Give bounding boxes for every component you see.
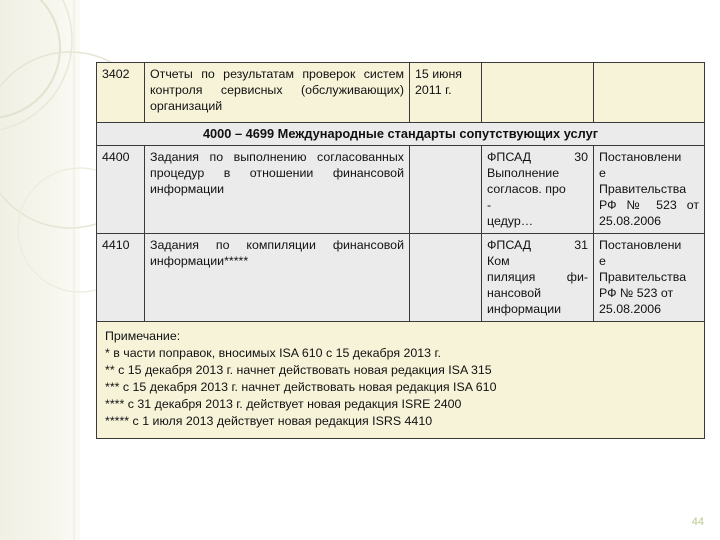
row-date <box>410 146 482 234</box>
doc-line: е <box>599 166 606 180</box>
standard-line: нансовой <box>487 286 542 300</box>
standard-line: пиляция фи- <box>487 270 588 284</box>
note-line: *** с 15 декабря 2013 г. начнет действовать новая редакция ISA 610 <box>105 380 497 394</box>
note-line: **** с 31 декабря 2013 г. действует новая редакция ISRE 2400 <box>105 397 462 411</box>
note-line: ***** с 1 июля 2013 действует новая редакция ISRS 4410 <box>105 414 433 428</box>
table-row <box>97 146 705 234</box>
decorative-side-band <box>0 0 80 540</box>
note-cell <box>97 322 705 439</box>
row-name: Задания по выполнению согласованных процедур в отношении финансовой информации <box>145 146 410 234</box>
doc-line: Постановлени <box>599 238 682 252</box>
page-number: 44 <box>691 516 704 528</box>
row-standard <box>482 63 594 123</box>
row-standard: ФПСАД 30 Выполнение согласов. про - цедур… <box>482 146 594 234</box>
doc-line: Правительства <box>599 182 687 196</box>
section-header-row <box>97 123 705 146</box>
section-title: 4000 – 4699 Международные стандарты сопутствующих услуг <box>97 123 705 146</box>
standard-line: ФПСАД 31 <box>487 238 588 252</box>
row-doc <box>594 146 705 234</box>
note-line: ** с 15 декабря 2013 г. начнет действовать новая редакция ISA 315 <box>105 363 492 377</box>
standard-line: Выполнение <box>487 166 560 180</box>
row-code: 4400 <box>97 146 145 234</box>
doc-line: е <box>599 254 606 268</box>
standard-line: согласов. про <box>487 182 566 196</box>
row-name: Задания по компиляции финансовой информации***** <box>145 234 410 322</box>
row-standard <box>482 234 594 322</box>
row-doc <box>594 234 705 322</box>
doc-line: 25.08.2006 <box>599 214 662 228</box>
standard-line: информации <box>487 302 562 316</box>
doc-line: РФ № 523 от <box>599 286 674 300</box>
standard-line: - <box>487 198 492 212</box>
row-name: Отчеты по результатам проверок систем контроля сервисных (обслуживающих) организаций <box>145 63 410 123</box>
standard-line: Ком <box>487 254 510 268</box>
standards-table-wrap <box>96 62 704 439</box>
doc-line: 25.08.2006 <box>599 302 662 316</box>
row-doc <box>594 63 705 123</box>
row-date: 15 июня 2011 г. <box>410 63 482 123</box>
note-row <box>97 322 705 439</box>
row-date <box>410 234 482 322</box>
table-row <box>97 234 705 322</box>
standard-line: цедур… <box>487 214 534 228</box>
doc-line: Правительства <box>599 270 687 284</box>
table-row <box>97 63 705 123</box>
doc-line: РФ № 523 от <box>599 198 699 212</box>
standards-table <box>96 62 705 439</box>
note-title: Примечание: <box>105 329 181 343</box>
row-code: 4410 <box>97 234 145 322</box>
row-code: 3402 <box>97 63 145 123</box>
note-line: * в части поправок, вносимых ISA 610 с 15 декабря 2013 г. <box>105 346 441 360</box>
doc-line: Постановлени <box>599 150 682 164</box>
